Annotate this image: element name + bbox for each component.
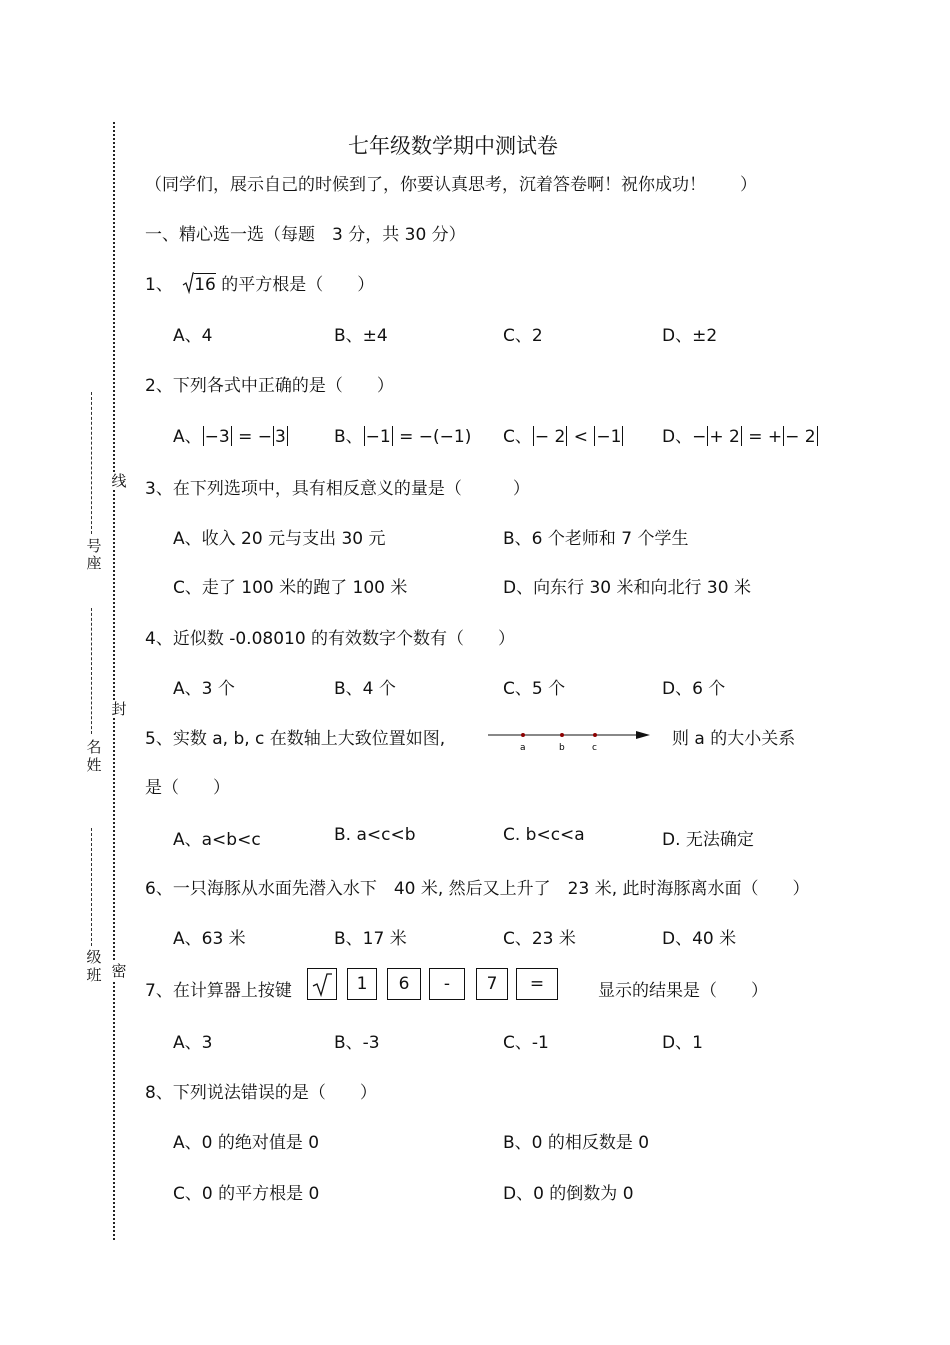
q2-option-a <box>173 422 289 447</box>
page-subtitle: （同学们，展示自己的时候到了，你要认真思考，沉着答卷啊！祝你成功！ ） <box>145 175 757 195</box>
abs-bar <box>231 426 232 446</box>
q7-option-d: D、1 <box>662 1033 703 1053</box>
q1-option-d: D、±2 <box>662 326 718 346</box>
margin-label-ji: 级 <box>86 948 102 966</box>
radical-sign-icon <box>182 272 194 294</box>
abs-bar <box>287 426 288 446</box>
class-blank <box>91 828 92 946</box>
abs-bar <box>817 426 818 446</box>
calc-key-minus: - <box>429 968 465 1000</box>
q6-option-d: D、40 米 <box>662 929 737 949</box>
q4-option-a: A、3 个 <box>173 679 235 699</box>
point-a-label: a <box>520 743 526 752</box>
q4-option-d: D、6 个 <box>662 679 726 699</box>
q2-option-b <box>334 422 471 447</box>
q3-option-c: C、走了 100 米的跑了 100 米 <box>173 578 408 598</box>
point-b-label: b <box>559 743 565 752</box>
q1-option-b: B、±4 <box>334 326 388 346</box>
calc-key-sqrt <box>307 968 337 1000</box>
q2-d-expr2: + 2 <box>709 427 740 447</box>
calc-key-1: 1 <box>347 968 377 1000</box>
q2-c-expr2: < <box>568 427 594 447</box>
seat-number-blank <box>91 392 92 534</box>
q7-option-c: C、-1 <box>503 1033 549 1053</box>
q8-option-b: B、0 的相反数是 0 <box>503 1133 650 1153</box>
abs-bar <box>273 426 274 446</box>
question-1-radicand: 16 <box>194 275 216 295</box>
q3-option-a: A、收入 20 元与支出 30 元 <box>173 529 386 549</box>
point-c-label: c <box>592 743 597 752</box>
binding-dotted-line <box>113 122 115 1240</box>
question-5: 5、实数 a, b, c 在数轴上大致位置如图, <box>145 729 446 749</box>
q5-option-b: B. a<c<b <box>334 825 416 845</box>
q1-option-c: C、2 <box>503 326 543 346</box>
q2-option-d-label: D、 <box>662 427 693 447</box>
question-1 <box>145 270 374 295</box>
margin-label-xian: 线 <box>111 472 127 490</box>
margin-label-mi: 密 <box>111 962 127 980</box>
q2-a-expr1: −3 <box>204 427 230 447</box>
calc-key-6: 6 <box>387 968 421 1000</box>
margin-label-hao: 号 <box>86 537 102 555</box>
abs-bar <box>203 426 204 446</box>
abs-bar <box>741 426 742 446</box>
question-7: 7、在计算器上按键 <box>145 981 292 1001</box>
q5-option-a: A、a<b<c <box>173 830 261 850</box>
question-1-prefix: 1、 <box>145 275 173 295</box>
q5-option-d: D. 无法确定 <box>662 830 754 850</box>
q7-option-b: B、-3 <box>334 1033 380 1053</box>
q4-option-b: B、4 个 <box>334 679 396 699</box>
q8-option-a: A、0 的绝对值是 0 <box>173 1133 320 1153</box>
q2-c-expr3: −1 <box>596 427 622 447</box>
q2-option-d <box>662 422 819 447</box>
point-a-dot <box>521 733 525 737</box>
q2-b-expr2: = −(−1) <box>393 427 472 447</box>
margin-label-ming: 名 <box>86 738 102 756</box>
q2-option-c <box>503 422 624 447</box>
q3-option-d: D、向东行 30 米和向北行 30 米 <box>503 578 751 598</box>
q8-option-d: D、0 的倒数为 0 <box>503 1184 634 1204</box>
page-title: 七年级数学期中测试卷 <box>348 134 558 158</box>
question-7-cont: 显示的结果是（ ） <box>598 981 768 1001</box>
question-3: 3、在下列选项中，具有相反意义的量是（ ） <box>145 479 530 499</box>
q4-option-c: C、5 个 <box>503 679 566 699</box>
calc-key-equals: = <box>516 968 558 1000</box>
question-5-cont2: 是（ ） <box>145 778 230 798</box>
q2-a-expr2: = − <box>232 427 272 447</box>
margin-label-zuo: 座 <box>86 554 102 572</box>
margin-label-ban: 班 <box>86 966 102 984</box>
point-c-dot <box>593 733 597 737</box>
q2-option-a-label: A、 <box>173 427 202 447</box>
margin-label-xing: 姓 <box>86 756 102 774</box>
section-heading: 一、精心选一选（每题 3 分，共 30 分） <box>145 225 466 245</box>
q2-d-expr3: = + <box>742 427 783 447</box>
q2-d-expr4: − 2 <box>785 427 816 447</box>
question-2: 2、下列各式中正确的是（ ） <box>145 376 394 396</box>
q2-option-c-label: C、 <box>503 427 532 447</box>
q7-option-a: A、3 <box>173 1033 213 1053</box>
radical-sign-icon <box>311 971 333 997</box>
q2-c-expr1: − 2 <box>534 427 566 447</box>
q1-option-a: A、4 <box>173 326 213 346</box>
abs-bar <box>783 426 784 446</box>
q8-option-c: C、0 的平方根是 0 <box>173 1184 320 1204</box>
question-1-stem: 的平方根是（ ） <box>221 275 375 295</box>
abs-bar <box>364 426 365 446</box>
q2-a-expr3: 3 <box>275 427 286 447</box>
q6-option-b: B、17 米 <box>334 929 407 949</box>
question-5-cont: 则 a 的大小关系 <box>672 729 796 749</box>
number-line <box>484 722 654 752</box>
q6-option-c: C、23 米 <box>503 929 576 949</box>
calc-key-7: 7 <box>476 968 508 1000</box>
name-blank <box>91 608 92 734</box>
q2-d-expr1: − <box>692 427 707 447</box>
q6-option-a: A、63 米 <box>173 929 246 949</box>
q3-option-b: B、6 个老师和 7 个学生 <box>503 529 689 549</box>
question-6: 6、一只海豚从水面先潜入水下 40 米, 然后又上升了 23 米, 此时海豚离水面（ ） <box>145 879 810 899</box>
point-b-dot <box>560 733 564 737</box>
question-4: 4、近似数 -0.08010 的有效数字个数有（ ） <box>145 629 516 649</box>
q2-option-b-label: B、 <box>334 427 363 447</box>
question-8: 8、下列说法错误的是（ ） <box>145 1083 377 1103</box>
margin-label-feng: 封 <box>111 700 127 718</box>
abs-bar <box>392 426 393 446</box>
abs-bar <box>533 426 534 446</box>
q5-option-c: C. b<c<a <box>503 825 585 845</box>
abs-bar <box>622 426 623 446</box>
q2-b-expr1: −1 <box>365 427 391 447</box>
